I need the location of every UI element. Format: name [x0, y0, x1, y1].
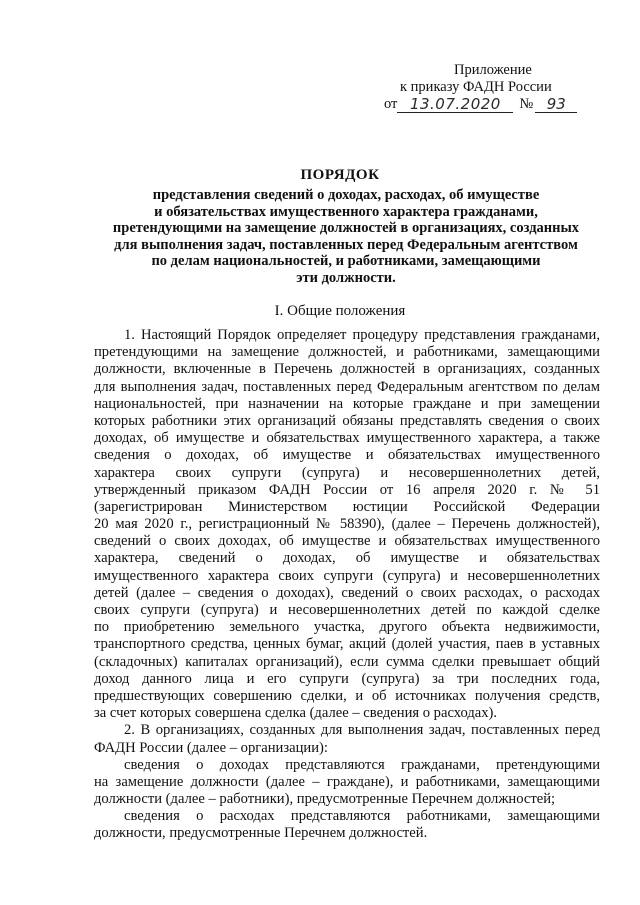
document-subtitle: [96, 187, 596, 287]
handwritten-number: 93: [535, 97, 577, 113]
subtitle-line: представления сведений о доходах, расходах, об имуществе: [152, 187, 540, 203]
paragraph-line: детей (далее – сведения о доходах), сведений о своих расходах, о расходах: [94, 584, 600, 601]
subtitle-line: и обязательствах имущественного характера гражданами,: [154, 203, 538, 220]
paragraph-line: 20 мая 2020 г., регистрационный № 58390), (далее – Перечень должностей),: [94, 516, 600, 533]
paragraph-line: своих супруги (супруга) и несовершеннолетних детей по каждой сделке: [94, 602, 600, 618]
paragraph-line: сведений о своих доходах, об имуществе и обязательствах имущественного: [94, 533, 600, 550]
paragraph-line: сведения о доходах, об имуществе и обязательствах имущественного: [94, 447, 600, 464]
appendix-title: Приложение: [454, 62, 532, 78]
paragraph-line: должности (далее – работники), предусмотренные Перечнем должностей;: [94, 791, 556, 808]
paragraph-line: которых работники этих организаций обязаны представлять сведения о своих: [94, 412, 600, 429]
paragraph-line: сведения о доходах представляются гражданами, претендующими: [124, 756, 600, 773]
paragraph-line: должности, предусмотренные Перечнем должностей.: [94, 825, 428, 842]
subtitle-line: претендующими на замещение должностей в организациях, созданных: [112, 220, 580, 237]
date-prefix: от: [384, 96, 398, 112]
paragraph-line: характера своих супруги (супруга) и несовершеннолетних детей,: [94, 464, 600, 481]
paragraph-line: для выполнения задач, поставленных перед Федеральным агентством по делам: [94, 378, 600, 395]
paragraph-line: доходах, об имуществе и обязательствах имущественного характера, а также: [94, 430, 600, 447]
paragraph-line: утвержденный приказом ФАДН России от 16 апреля 2020 г. № 51: [94, 481, 600, 498]
paragraph-line: по приобретению земельного участка, другого объекта недвижимости,: [94, 619, 600, 636]
paragraph: [94, 327, 600, 722]
appendix-date-line: [384, 96, 594, 113]
paragraph-line: должности, включенные в Перечень должностей в организациях, созданных: [94, 361, 600, 378]
paragraph-line: имущественного характера своих супруги (супруга) и несовершеннолетних: [94, 567, 600, 584]
number-sign: №: [519, 96, 534, 112]
paragraph-line: транспортного средства, ценных бумаг, акций (долей участия, паев в уставных: [94, 636, 600, 653]
section-heading: I. Общие положения: [274, 303, 406, 319]
paragraph-line: сведения о расходах представляются работниками, замещающими: [124, 808, 600, 825]
appendix-block: [384, 62, 594, 113]
paragraph-line: характера, сведений о доходах, об имуществе и обязательствах: [94, 550, 600, 567]
paragraph-line: на замещение должности (далее – граждане), и работниками, замещающими: [94, 773, 600, 790]
document-body: [94, 327, 600, 843]
paragraph-line: претендующими на замещение должностей, и работниками, замещающими: [94, 344, 600, 361]
appendix-order-ref: к приказу ФАДН России: [400, 79, 552, 95]
paragraph: [94, 808, 600, 842]
subtitle-line: по делам национальностей, и работниками, замещающими: [151, 253, 541, 270]
handwritten-date: 13.07.2020: [397, 97, 513, 113]
subtitle-line: эти должности.: [296, 269, 396, 286]
document-title: ПОРЯДОК: [300, 167, 380, 183]
paragraph: [94, 722, 600, 756]
paragraph-line: доход данного лица и его супруги (супруга) за три последних года,: [94, 670, 600, 687]
paragraph-line: национальностей, при назначении на которые граждане и при замещении: [94, 395, 600, 412]
paragraph: [94, 757, 600, 809]
paragraph-line: (зарегистрирован Министерством юстиции Российской Федерации: [94, 498, 600, 515]
paragraph-line: (складочных) капиталах организаций), если сумма сделки превышает общий: [94, 653, 600, 670]
paragraph-line: 1. Настоящий Порядок определяет процедуру представления гражданами,: [124, 327, 600, 343]
paragraph-line: ФАДН России (далее – организации):: [94, 739, 328, 756]
paragraph-line: за счет которых совершена сделка (далее – сведения о расходах).: [94, 705, 498, 722]
subtitle-line: для выполнения задач, поставленных перед Федеральным агентством: [114, 236, 578, 253]
paragraph-line: 2. В организациях, созданных для выполнения задач, поставленных перед: [124, 722, 600, 739]
paragraph-line: предшествующих совершению сделки, и об источниках получения средств,: [94, 687, 600, 704]
